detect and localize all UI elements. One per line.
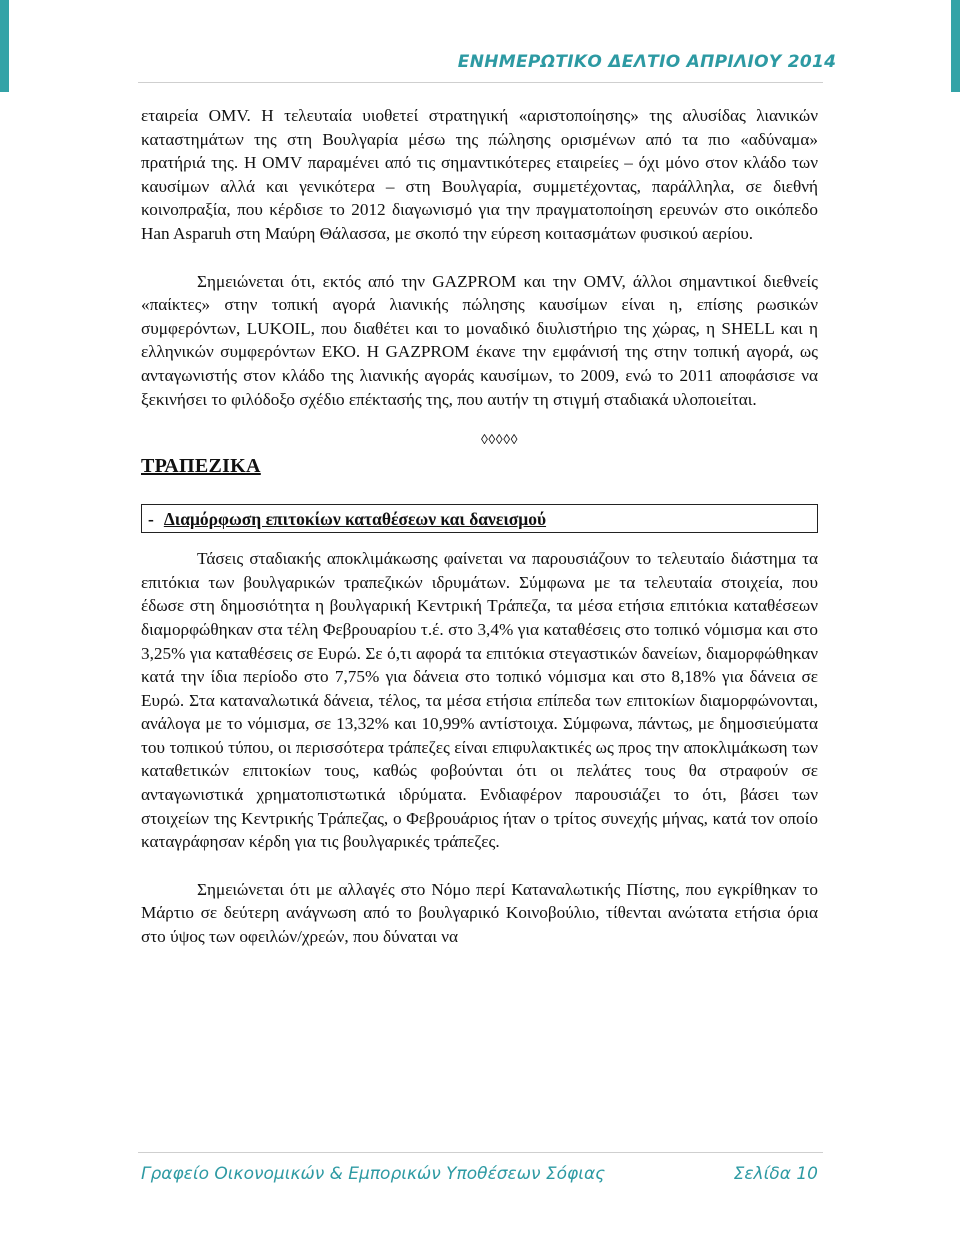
section-title-banking: ΤΡΑΠΕΖΙΚΑ xyxy=(141,455,261,478)
document-body xyxy=(141,104,818,949)
footer-office-name: Γραφείο Οικονομικών & Εμπορικών Υποθέσεων Σόφιας xyxy=(141,1164,606,1184)
footer-page-number: Σελίδα 10 xyxy=(733,1164,818,1184)
left-edge-bar xyxy=(0,0,9,92)
header-divider xyxy=(138,82,823,83)
subheading-dash: - xyxy=(148,509,154,530)
page-header-title: ΕΝΗΜΕΡΩΤΙΚΟ ΔΕΛΤΙΟ ΑΠΡΙΛΙΟΥ 2014 xyxy=(457,52,837,72)
paragraph-consumer-credit-law: Σημειώνεται ότι με αλλαγές στο Νόμο περί Καταναλωτικής Πίστης, που εγκρίθηκαν το Μάρτιο σε δεύτερη ανάγνωση από το βουλγαρικό Κοινοβούλιο, τίθενται ανώτατα ετήσια όρια στο ύψος των οφειλών/χρεών, που δύναται να xyxy=(141,879,818,947)
footer-divider xyxy=(138,1152,823,1153)
right-edge-bar xyxy=(951,0,960,92)
section-separator-diamonds: ◊◊◊◊◊ xyxy=(480,433,519,449)
paragraph-fuel-market-players: Σημειώνεται ότι, εκτός από την GAZPROM και την OMV, άλλοι σημαντικοί διεθνείς «παίκτες» στην τοπική αγορά λιανικής πώλησης καυσίμων είναι η, επίσης ρωσικών συμφερόντων, LUKOIL, που διαθέτει και το μοναδικό διυλιστήριο της χώρας, η SHELL και η ελληνικών συμφερόντων ΕΚΟ. Η GAZPROM έκανε την εμφάνισή της στην τοπική αγορά, ως ανταγωνιστής στον κλάδο της λιανικής αγοράς καυσίμων, το 2009, ενώ το 2011 αποφάσισε να ξεκινήσει το φιλόδοξο σχέδιο επέκτασής της, που αυτήν τη στιγμή σταδιακά υλοποιείται. xyxy=(141,271,818,409)
paragraph-omv-continuation: εταιρεία OMV. Η τελευταία υιοθετεί στρατηγική «αριστοποίησης» της αλυσίδας λιανικών καταστημάτων της στη Βουλγαρία μέσω της πώλησης ορισμένων από τα πιο «αδύναμα» πρατήριά της. Η OMV παραμένει από τις σημαντικότερες εταιρείες – όχι μόνο στον κλάδο των καυσίμων αλλά και γενικότερα – στη Βουλγαρία, συμμετέχοντας, παράλληλα, σε διεθνή κοινοπραξία, που κέρδισε το 2012 διαγωνισμό για την πραγματοποίηση ερευνών στο οικόπεδο Han Asparuh στη Μαύρη Θάλασσα, με σκοπό την εύρεση κοιτασμάτων φυσικού αερίου. xyxy=(141,106,818,243)
paragraph-interest-rates: Τάσεις σταδιακής αποκλιμάκωσης φαίνεται να παρουσιάζουν το τελευταίο διάστημα τα επιτόκια των βουλγαρικών τραπεζικών ιδρυμάτων. Σύμφωνα με τα τελευταία στοιχεία, που έδωσε στη δημοσιότητα η βουλγαρική Κεντρική Τράπεζα, τα μέσα ετήσια επιτόκια καταθέσεων διαμορφώθηκαν στα τέλη Φεβρουαρίου τ.έ. στο 3,4% για καταθέσεις στο τοπικό νόμισμα και στο 3,25% για καταθέσεις σε Ευρώ. Σε ό,τι αφορά τα επιτόκια στεγαστικών δανείων, διαμορφώθηκαν κατά την ίδια περίοδο στο 7,75% για δάνεια στο τοπικό νόμισμα και στο 8,18% για δάνεια σε Ευρώ. Στα καταναλωτικά δάνεια, τέλος, τα μέσα ετήσια επίπεδα των επιτοκίων διαμορφώνονται, ανάλογα με το νόμισμα, σε 13,32% και 10,99% αντίστοιχα. Σύμφωνα, πάντως, με δημοσιεύματα του τοπικού τύπου, οι περισσότερα τράπεζες είναι επιφυλακτικές ως προς την αποκλιμάκωση των καταθετικών επιτοκίων τους, καθώς φοβούνται ότι οι πελάτες τους θα στραφούν σε ανταγωνιστικά χρηματοπιστωτικά ιδρύματα. Ενδιαφέρον παρουσιάζει το ότι, βάσει των στοιχείων της Κεντρικής Τράπεζας, ο Φεβρουάριος ήταν ο τρίτος συνεχής μήνας, κατά τον οποίο καταγράφησαν κέρδη για τις βουλγαρικές τράπεζες. xyxy=(141,549,818,852)
subheading-interest-rates: Διαμόρφωση επιτοκίων καταθέσεων και δανεισμού xyxy=(163,509,547,530)
subheading-box xyxy=(141,504,818,533)
